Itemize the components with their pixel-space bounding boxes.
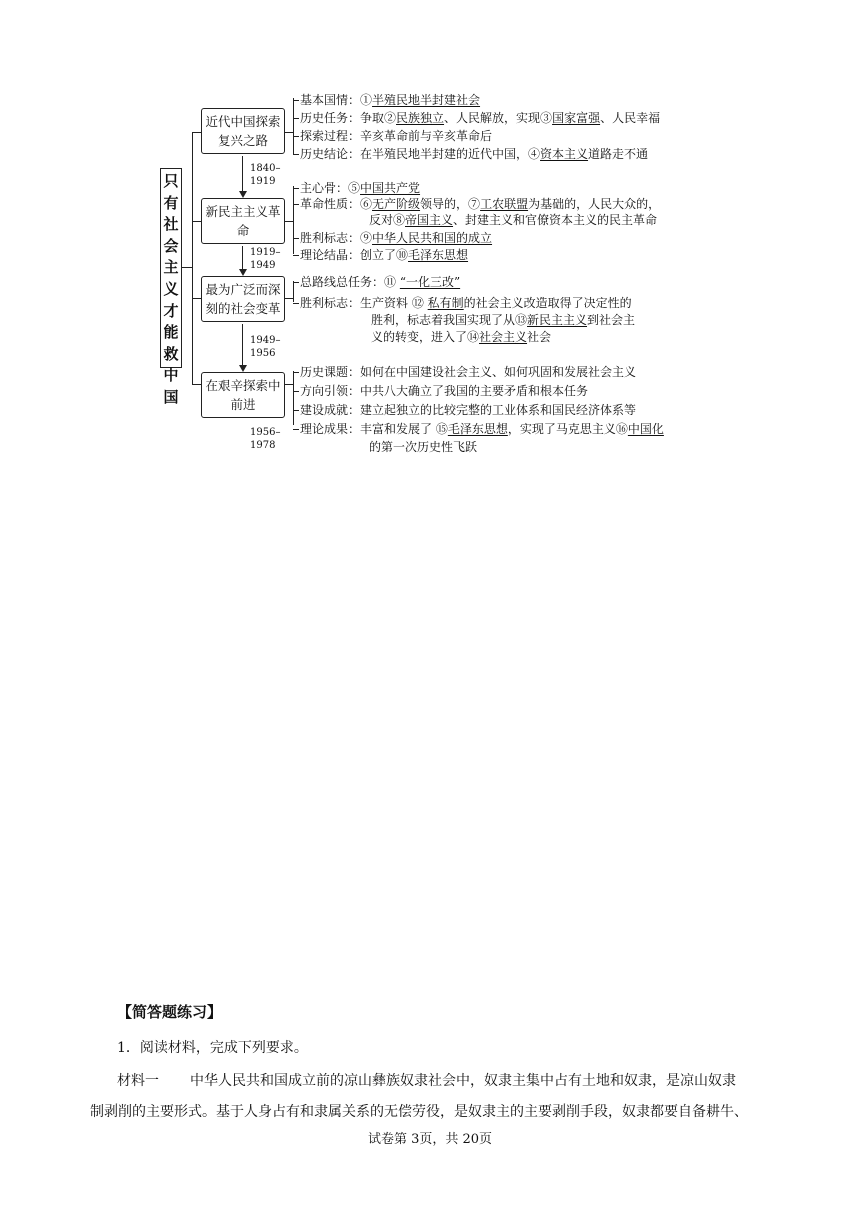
section-title: 【简答题练习】	[117, 1003, 223, 1021]
arrowhead-3-4	[239, 365, 247, 372]
trunk-link-2	[192, 221, 201, 222]
item-text: 的第一次历史性飞跃	[369, 440, 478, 454]
diagram-item-row	[300, 128, 492, 144]
diagram-item-row	[300, 110, 660, 126]
period-label-2: 1919–1949	[250, 247, 281, 271]
item-text: 、人民幸福	[600, 111, 661, 125]
trunk-line	[192, 132, 193, 384]
stage-node-4: 在艰辛探索中前进	[201, 372, 285, 418]
diagram-item-row	[300, 230, 492, 246]
bracket-tick	[293, 154, 299, 155]
material-label: 材料一	[117, 1073, 159, 1089]
diagram-item-row	[300, 274, 460, 290]
diagram-item-row	[369, 439, 477, 455]
diagram-item-row	[371, 312, 635, 328]
bracket-tick	[293, 391, 299, 392]
item-text: 的社会主义改造取得了决定性的	[463, 296, 632, 310]
item-text: 争取②	[360, 111, 397, 125]
answer-text: 帝国主义	[405, 213, 454, 227]
answer-text: 民族独立	[396, 111, 445, 125]
diagram-item-row	[300, 295, 632, 311]
item-text: 建立起独立的比较完整的工业体系和国民经济体系等	[360, 403, 637, 417]
arrowhead-1-2	[239, 191, 247, 198]
concept-diagram	[0, 0, 860, 470]
answer-text: 工农联盟	[480, 197, 529, 211]
arrowhead-2-3	[239, 269, 247, 276]
item-label: 理论成果：	[300, 422, 361, 436]
period-label-3: 1949–1956	[250, 335, 281, 359]
question-text: 1．阅读材料，完成下列要求。	[117, 1040, 308, 1056]
trunk-link-4	[192, 384, 201, 385]
item-text: ①	[360, 93, 373, 107]
period-label-4: 1956–1978	[250, 427, 281, 451]
diagram-item-row	[371, 329, 551, 345]
answer-text: 中华人民共和国的成立	[372, 231, 493, 245]
item-text: 反对⑧	[369, 213, 406, 227]
diagram-item-row	[300, 180, 420, 196]
trunk-link-1	[192, 132, 201, 133]
item-label: 胜利标志：	[300, 296, 361, 310]
bracket-tick	[293, 204, 299, 205]
diagram-item-row	[300, 383, 588, 399]
diagram-item-row	[369, 212, 657, 228]
item-label: 革命性质：	[300, 197, 361, 211]
answer-text: 中国共产党	[360, 181, 421, 195]
item-label: 建设成就：	[300, 403, 361, 417]
item-text: ⑪	[384, 275, 400, 289]
period-label-1: 1840–1919	[250, 163, 281, 187]
stage-node-3: 最为广泛而深刻的社会变革	[201, 276, 285, 322]
diagram-item-row	[300, 421, 664, 437]
bracket-tick	[293, 118, 299, 119]
item-text: 为基础的，人民大众的，	[528, 197, 661, 211]
bracket-2	[293, 186, 294, 254]
item-text: 、封建主义和官僚资本主义的民主革命	[453, 213, 658, 227]
item-label: 主心骨：	[300, 181, 349, 195]
item-label: 基本国情：	[300, 93, 361, 107]
item-text: 创立了⑩	[360, 248, 409, 262]
item-text: 辛亥革命前与辛亥革命后	[360, 129, 493, 143]
diagram-item-row	[300, 402, 636, 418]
arrow-3-4	[242, 324, 243, 366]
item-text: 义的转变，进入了⑭	[371, 330, 480, 344]
diagram-item-row	[300, 196, 660, 212]
bracket-tick	[293, 100, 299, 101]
material-line-1: 中华人民共和国成立前的凉山彝族奴隶社会中，奴隶主集中占有土地和奴隶，是凉山奴隶	[190, 1073, 736, 1089]
bracket-tick	[293, 238, 299, 239]
bracket-1	[293, 98, 294, 154]
item-label: 理论结晶：	[300, 248, 361, 262]
bracket-tick	[293, 255, 299, 256]
item-text: 丰富和发展了 ⑮	[360, 422, 448, 436]
item-text: 生产资料 ⑫	[360, 296, 428, 310]
item-text: ，实现了马克思主义⑯	[507, 422, 628, 436]
bracket-tick	[293, 136, 299, 137]
answer-text: 毛泽东思想	[408, 248, 469, 262]
answer-text: 社会主义	[479, 330, 528, 344]
item-text: ⑤	[348, 181, 361, 195]
answer-text: 新民主主义	[527, 313, 588, 327]
material-line-2: 制剥削的主要形式。基于人身占有和隶属关系的无偿劳役，是奴隶主的主要剥削手段，奴隶都要自备耕牛、	[90, 1104, 748, 1120]
item-label: 历史课题：	[300, 365, 361, 379]
diagram-item-row	[300, 92, 480, 108]
bracket-stub-4	[285, 384, 293, 385]
item-text: ⑥	[360, 197, 373, 211]
item-label: 总路线总任务：	[300, 275, 385, 289]
answer-text: 毛泽东思想	[447, 422, 508, 436]
item-label: 历史结论：	[300, 147, 361, 161]
answer-text: 无产阶级	[372, 197, 421, 211]
arrow-1-2	[242, 156, 243, 192]
bracket-4	[293, 371, 294, 425]
bracket-tick	[293, 410, 299, 411]
arrow-2-3	[242, 246, 243, 270]
diagram-item-row	[300, 364, 636, 380]
bracket-tick	[293, 188, 299, 189]
item-text: ⑨	[360, 231, 373, 245]
stage-node-1: 近代中国探索复兴之路	[201, 108, 285, 154]
bracket-tick	[293, 429, 299, 430]
item-label: 历史任务：	[300, 111, 361, 125]
root-connector	[182, 267, 192, 268]
item-text: 领导的，⑦	[420, 197, 481, 211]
item-text: 在半殖民地半封建的近代中国，④	[360, 147, 541, 161]
bracket-tick	[293, 303, 299, 304]
item-text: 到社会主	[587, 313, 636, 327]
answer-text: 中国化	[627, 422, 664, 436]
answer-text: 国家富强	[552, 111, 601, 125]
item-text: 中共八大确立了我国的主要矛盾和根本任务	[360, 384, 589, 398]
stage-node-2: 新民主主义革命	[201, 198, 285, 244]
item-label: 探索过程：	[300, 129, 361, 143]
answer-text: “一化三改”	[399, 275, 461, 289]
answer-text: 私有制	[427, 296, 464, 310]
bracket-tick	[293, 282, 299, 283]
diagram-item-row	[300, 146, 648, 162]
diagram-item-row	[300, 247, 468, 263]
item-label: 胜利标志：	[300, 231, 361, 245]
bracket-tick	[293, 372, 299, 373]
item-text: 如何在中国建设社会主义、如何巩固和发展社会主义	[360, 365, 637, 379]
bracket-stub-2	[285, 221, 293, 222]
item-text: 胜利，标志着我国实现了从⑬	[371, 313, 528, 327]
bracket-3	[293, 281, 294, 302]
trunk-link-3	[192, 298, 201, 299]
bracket-stub-1	[285, 132, 293, 133]
page-footer: 试卷第 3页，共 20页	[367, 1132, 493, 1147]
item-text: 道路走不通	[588, 147, 649, 161]
bracket-stub-3	[285, 298, 293, 299]
item-text: 、人民解放，实现③	[444, 111, 553, 125]
answer-text: 资本主义	[540, 147, 589, 161]
answer-text: 半殖民地半封建社会	[372, 93, 481, 107]
item-label: 方向引领：	[300, 384, 361, 398]
diagram-root-label: 只有社会主义才能救中国	[160, 168, 182, 368]
item-text: 社会	[527, 330, 552, 344]
